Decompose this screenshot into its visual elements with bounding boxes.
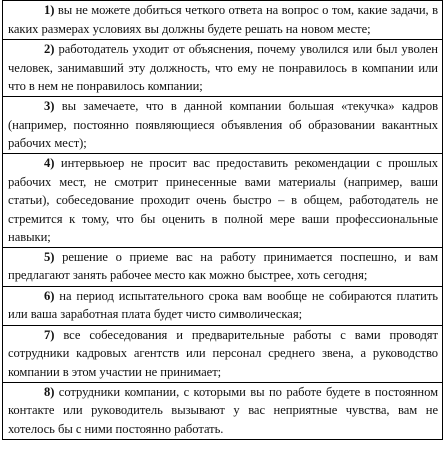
warning-signs-table <box>2 0 443 440</box>
table-cell <box>3 97 443 154</box>
item-number: 8) <box>44 384 55 399</box>
item-number: 4) <box>44 156 55 170</box>
item-number: 3) <box>44 99 55 113</box>
item-text: работодатель уходит от объяснения, почему уволился или был уволен человек, занимавший эту должность, что ему не понравилось в компании или что в нем не понравилось компании; <box>8 42 438 93</box>
table-cell <box>3 40 443 97</box>
table-row <box>3 154 443 248</box>
item-text: вы замечаете, что в данной компании большая «текучка» кадров (например, постоянно появляющиеся объявления об образовании вакантных рабочих мест); <box>8 99 438 150</box>
table-row <box>3 247 443 286</box>
item-text: все собеседования и предварительные работы с вами проводят сотрудники кадровых агентств или персонал среднего звена, а руководство компании в этом участии не принимает; <box>8 327 438 379</box>
item-text: на период испытательного срока вам вообще не собираются платить или ваша заработная плата будет чисто символическая; <box>8 288 438 321</box>
table-cell <box>3 325 443 382</box>
table-row <box>3 286 443 325</box>
table-cell <box>3 154 443 248</box>
item-number: 5) <box>44 249 55 264</box>
table-cell <box>3 247 443 286</box>
item-text: вы не можете добиться четкого ответа на вопрос о том, какие задачи, в каких размерах условиях вы должны будете решать на новом месте; <box>8 3 438 36</box>
table-row <box>3 382 443 439</box>
item-number: 2) <box>44 42 55 56</box>
item-text: сотрудники компании, с которыми вы по работе будете в постоянном контакте или руководитель вызывают у вас неприятные чувства, вам не хотелось бы с ними постоянно работать. <box>8 384 438 436</box>
table-cell <box>3 382 443 439</box>
item-text: решение о приеме вас на работу принимается поспешно, и вам предлагают занять рабочее место как можно быстрее, хоть сегодня; <box>8 249 438 282</box>
item-number: 6) <box>44 288 55 303</box>
item-number: 7) <box>44 327 55 342</box>
item-text: интервьюер не просит вас предоставить рекомендации с прошлых рабочих мест, не смотрит принесенные вами материалы (например, ваши статьи), собеседование проходит очень быстро – в общем, работодатель не стремится к тому, что бы оценить в полной мере ваши профессиональные навыки; <box>8 156 438 244</box>
table-cell <box>3 286 443 325</box>
table-row <box>3 40 443 97</box>
table-row <box>3 325 443 382</box>
table-row <box>3 97 443 154</box>
table-cell <box>3 1 443 40</box>
item-number: 1) <box>44 3 55 17</box>
table-row <box>3 1 443 40</box>
